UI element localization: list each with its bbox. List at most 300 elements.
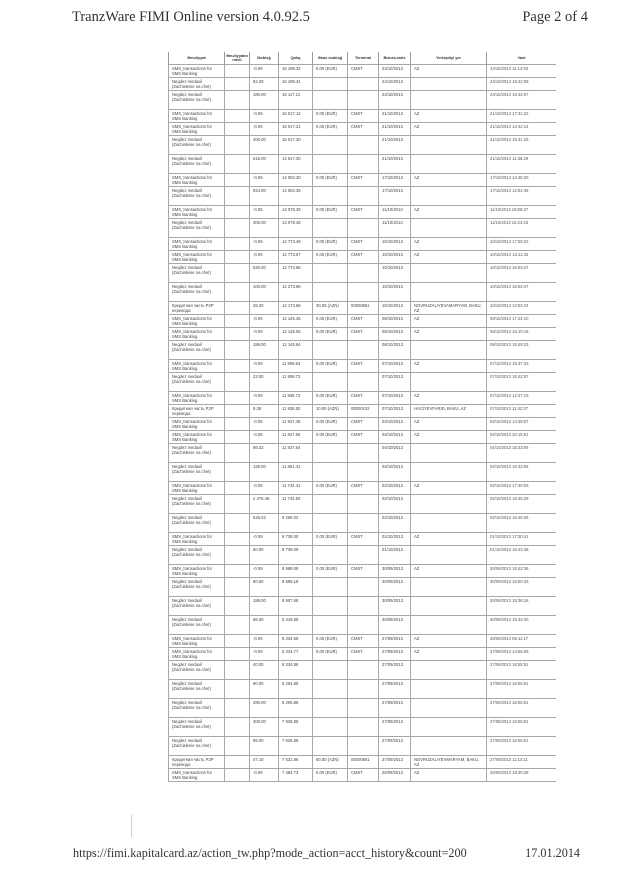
cell-operation-type: [225, 251, 250, 264]
cell-terminal: [348, 91, 379, 110]
cell-location: [411, 187, 487, 206]
cell-terminal: [348, 264, 379, 283]
cell-amount: 50.00: [250, 546, 279, 565]
cell-description: Кредитная часть P2P перевода: [169, 756, 225, 769]
cell-balance: 12 145.46: [279, 315, 313, 328]
cell-location: [411, 341, 487, 360]
cell-location: [411, 283, 487, 302]
cell-location: AZ: [411, 431, 487, 444]
cell-location: [411, 155, 487, 174]
cell-time: 28/09/2013 09:11:17: [487, 635, 557, 648]
cell-operation-type: [225, 78, 250, 91]
cell-time: 27/09/2013 11:14:11: [487, 756, 557, 769]
cell-terminal: [348, 155, 379, 174]
cell-amount: 23.00: [250, 373, 279, 392]
cell-business-date: 27/09/2013: [379, 680, 411, 699]
cell-time: 10/10/2013 13:11:33: [487, 251, 557, 264]
table-row: [169, 482, 557, 495]
table-row: [169, 392, 557, 405]
cell-operation-type: [225, 756, 250, 769]
cell-operation-type: [225, 597, 250, 616]
cell-operation-type: [225, 328, 250, 341]
cell-balance: 13 078.39: [279, 206, 313, 219]
cell-description: Negdez medaxil (Zachislenie na chet): [169, 187, 225, 206]
cell-base-amount: 0.00 (EUR): [313, 65, 348, 78]
table-row: [169, 206, 557, 219]
cell-balance: 12 773.48: [279, 238, 313, 251]
cell-amount: -0.06: [250, 431, 279, 444]
cell-description: SMS_transactions for SMS Banking: [169, 328, 225, 341]
cell-description: Negdez medaxil (Zachislenie na chet): [169, 718, 225, 737]
cell-base-amount: 0.00 (EUR): [313, 533, 348, 546]
cell-operation-type: [225, 238, 250, 251]
cell-location: [411, 463, 487, 482]
cell-description: SMS_transactions for SMS Banking: [169, 123, 225, 136]
cell-operation-type: [225, 616, 250, 635]
table-row: [169, 373, 557, 392]
cell-base-amount: [313, 78, 348, 91]
table-row: [169, 648, 557, 661]
cell-operation-type: [225, 533, 250, 546]
cell-operation-type: [225, 174, 250, 187]
cell-time: 30/09/2013 15:36:18: [487, 597, 557, 616]
cell-description: SMS_transactions for SMS Banking: [169, 418, 225, 431]
cell-terminal: CMST: [348, 769, 379, 782]
cell-balance: 15 017.21: [279, 123, 313, 136]
cell-time: 10/10/2013 17:50:22: [487, 238, 557, 251]
cell-description: SMS_transactions for SMS Banking: [169, 533, 225, 546]
cell-terminal: 00000102: [348, 405, 379, 418]
cell-business-date: 10/10/2013: [379, 302, 411, 315]
cell-description: SMS_transactions for SMS Banking: [169, 431, 225, 444]
table-row: [169, 110, 557, 123]
cell-description: Negdez medaxil (Zachislenie na chet): [169, 341, 225, 360]
cell-base-amount: [313, 546, 348, 565]
cell-business-date: 27/09/2013: [379, 699, 411, 718]
cell-business-date: 04/10/2013: [379, 431, 411, 444]
cell-time: 30/09/2013 18:42:36: [487, 565, 557, 578]
cell-operation-type: [225, 110, 250, 123]
cell-operation-type: [225, 65, 250, 78]
cell-description: SMS_transactions for SMS Banking: [169, 648, 225, 661]
cell-description: SMS_transactions for SMS Banking: [169, 769, 225, 782]
col-header-base-amount: Əsas məbləğ: [313, 52, 348, 65]
cell-balance: 8 334.86: [279, 661, 313, 680]
cell-description: Negdez medaxil (Zachislenie na chet): [169, 219, 225, 238]
table-row: [169, 328, 557, 341]
cell-time: 10/10/2013 15:53:47: [487, 283, 557, 302]
table-row: [169, 769, 557, 782]
cell-time: 27/09/2013 14:56:09: [487, 648, 557, 661]
cell-location: AZ: [411, 565, 487, 578]
cell-base-amount: 0.00 (EUR): [313, 315, 348, 328]
cell-balance: 7 626.86: [279, 737, 313, 756]
cell-amount: 520.00: [250, 264, 279, 283]
cell-location: [411, 699, 487, 718]
cell-description: Negdez medaxil (Zachislenie na chet): [169, 737, 225, 756]
cell-amount: 86.00: [250, 616, 279, 635]
col-header-business-date: Biznes-tarix: [379, 52, 411, 65]
table-row: [169, 680, 557, 699]
cell-business-date: 27/09/2013: [379, 635, 411, 648]
cell-terminal: [348, 187, 379, 206]
cell-balance: 15 199.32: [279, 65, 313, 78]
table-row: [169, 251, 557, 264]
cell-business-date: 11/10/2013: [379, 219, 411, 238]
cell-operation-type: [225, 635, 250, 648]
cell-description: SMS_transactions for SMS Banking: [169, 65, 225, 78]
cell-operation-type: [225, 680, 250, 699]
cell-amount: -0.06: [250, 418, 279, 431]
table-row: [169, 264, 557, 283]
cell-balance: 11 861.41: [279, 463, 313, 482]
cell-amount: -0.09: [250, 648, 279, 661]
cell-base-amount: [313, 718, 348, 737]
cell-amount: -0.09: [250, 533, 279, 546]
cell-business-date: 17/10/2013: [379, 174, 411, 187]
cell-balance: 12 773.57: [279, 251, 313, 264]
cell-time: 11/10/2013 16:24:23: [487, 219, 557, 238]
cell-description: SMS_transactions for SMS Banking: [169, 238, 225, 251]
cell-operation-type: [225, 546, 250, 565]
cell-base-amount: [313, 283, 348, 302]
cell-time: 07/10/2013 16:42:57: [487, 373, 557, 392]
cell-description: Negdez medaxil (Zachislenie na chet): [169, 155, 225, 174]
cell-amount: 47.10: [250, 756, 279, 769]
cell-operation-type: [225, 302, 250, 315]
cell-base-amount: 30.00 (AZN): [313, 302, 348, 315]
cell-balance: 8 739.09: [279, 546, 313, 565]
table-row: [169, 514, 557, 533]
cell-business-date: 04/10/2013: [379, 463, 411, 482]
cell-business-date: 26/09/2013: [379, 769, 411, 782]
cell-time: 02/10/2013 17:30:03: [487, 482, 557, 495]
cell-base-amount: 0.00 (EUR): [313, 328, 348, 341]
cell-amount: -0.09: [250, 174, 279, 187]
cell-balance: 12 145.55: [279, 328, 313, 341]
cell-base-amount: 0.00 (EUR): [313, 251, 348, 264]
cell-time: 07/10/2013 12:47:19: [487, 392, 557, 405]
cell-amount: 400.00: [250, 136, 279, 155]
cell-terminal: CMST: [348, 482, 379, 495]
cell-operation-type: [225, 699, 250, 718]
cell-business-date: 01/10/2013: [379, 533, 411, 546]
cell-base-amount: 0.00 (EUR): [313, 206, 348, 219]
cell-time: 11/10/2013 19:06:27: [487, 206, 557, 219]
cell-description: Negdez medaxil (Zachislenie na chet): [169, 597, 225, 616]
cell-terminal: [348, 373, 379, 392]
cell-amount: 80.50: [250, 578, 279, 597]
cell-terminal: CMST: [348, 648, 379, 661]
cell-time: 21/10/2013 14:42:14: [487, 123, 557, 136]
cell-location: AZ: [411, 533, 487, 546]
cell-balance: 8 334.77: [279, 648, 313, 661]
table-row: [169, 737, 557, 756]
cell-amount: -0.09: [250, 360, 279, 373]
cell-business-date: 27/09/2013: [379, 648, 411, 661]
cell-terminal: CMST: [348, 533, 379, 546]
cell-business-date: 10/10/2013: [379, 264, 411, 283]
cell-balance: 14 002.30: [279, 174, 313, 187]
col-header-operation-type: Əməliyyatın növü: [225, 52, 250, 65]
page-number: Page 2 of 4: [522, 9, 588, 25]
cell-location: AZ: [411, 174, 487, 187]
cell-base-amount: [313, 136, 348, 155]
cell-base-amount: 0.00 (EUR): [313, 635, 348, 648]
cell-location: HACIYEVFARID, BAKU, AZ: [411, 405, 487, 418]
transaction-table-wrapper: [168, 52, 556, 794]
cell-business-date: 02/10/2013: [379, 514, 411, 533]
cell-time: 27/09/2013 16:55:51: [487, 661, 557, 680]
table-row: [169, 315, 557, 328]
cell-business-date: 27/09/2013: [379, 718, 411, 737]
cell-balance: 8 689.09: [279, 565, 313, 578]
cell-business-date: 04/10/2013: [379, 444, 411, 463]
cell-time: 07/10/2013 15:37:33: [487, 360, 557, 373]
cell-base-amount: [313, 155, 348, 174]
cell-time: 30/09/2013 15:33:40: [487, 616, 557, 635]
cell-amount: 82.29: [250, 78, 279, 91]
table-row: [169, 174, 557, 187]
cell-terminal: CMST: [348, 360, 379, 373]
cell-base-amount: 0.00 (EUR): [313, 110, 348, 123]
col-header-balance: Qalıq: [279, 52, 313, 65]
table-row: [169, 283, 557, 302]
cell-description: Negdez medaxil (Zachislenie na chet): [169, 578, 225, 597]
cell-business-date: 24/10/2013: [379, 78, 411, 91]
cell-business-date: 02/10/2013: [379, 495, 411, 514]
cell-location: AZ: [411, 206, 487, 219]
cell-base-amount: 50.00 (AZN): [313, 756, 348, 769]
cell-base-amount: [313, 680, 348, 699]
table-row: [169, 418, 557, 431]
cell-location: [411, 444, 487, 463]
cell-terminal: CMST: [348, 206, 379, 219]
cell-terminal: [348, 514, 379, 533]
cell-description: Negdez medaxil (Zachislenie na chet): [169, 283, 225, 302]
cell-operation-type: [225, 431, 250, 444]
cell-time: 27/09/2013 16:55:51: [487, 680, 557, 699]
cell-base-amount: [313, 737, 348, 756]
cell-terminal: [348, 495, 379, 514]
table-body: [169, 65, 557, 782]
col-header-terminal: Terminal: [348, 52, 379, 65]
cell-balance: 14 617.30: [279, 155, 313, 174]
cell-business-date: 24/10/2013: [379, 65, 411, 78]
table-row: [169, 546, 557, 565]
cell-balance: 11 742.41: [279, 482, 313, 495]
cell-amount: -0.05: [250, 206, 279, 219]
cell-balance: 8 739.00: [279, 533, 313, 546]
cell-base-amount: [313, 597, 348, 616]
cell-time: 24/10/2013 11:14:53: [487, 65, 557, 78]
cell-location: [411, 373, 487, 392]
cell-location: [411, 680, 487, 699]
cell-balance: 8 294.86: [279, 680, 313, 699]
cell-balance: 11 936.73: [279, 392, 313, 405]
cell-time: 26/09/2013 18:20:28: [487, 769, 557, 782]
cell-amount: 40.00: [250, 661, 279, 680]
cell-operation-type: [225, 463, 250, 482]
cell-operation-type: [225, 136, 250, 155]
cell-location: AZ: [411, 418, 487, 431]
cell-amount: -0.09: [250, 238, 279, 251]
cell-terminal: CMST: [348, 392, 379, 405]
cell-operation-type: [225, 155, 250, 174]
table-row: [169, 219, 557, 238]
table-row: [169, 136, 557, 155]
cell-base-amount: 0.00 (EUR): [313, 769, 348, 782]
cell-time: 21/10/2013 17:31:22: [487, 110, 557, 123]
cell-terminal: 00000661: [348, 302, 379, 315]
cell-description: Negdez medaxil (Zachislenie na chet): [169, 373, 225, 392]
cell-balance: 7 531.86: [279, 756, 313, 769]
cell-amount: 305.00: [250, 219, 279, 238]
cell-description: SMS_transactions for SMS Banking: [169, 315, 225, 328]
cell-terminal: [348, 616, 379, 635]
cell-business-date: 27/09/2013: [379, 737, 411, 756]
cell-terminal: [348, 444, 379, 463]
cell-base-amount: [313, 187, 348, 206]
cell-terminal: [348, 136, 379, 155]
cell-location: AZ: [411, 360, 487, 373]
cell-operation-type: [225, 648, 250, 661]
cell-terminal: 00000661: [348, 756, 379, 769]
cell-amount: -0.09: [250, 65, 279, 78]
cell-description: Negdez medaxil (Zachislenie na chet): [169, 514, 225, 533]
cell-time: 04/10/2013 16:33:06: [487, 444, 557, 463]
cell-time: 02/10/2013 15:45:29: [487, 495, 557, 514]
cell-terminal: [348, 78, 379, 91]
transaction-history-table: [168, 52, 556, 782]
cell-location: AZ: [411, 315, 487, 328]
cell-operation-type: [225, 482, 250, 495]
cell-balance: 8 206.86: [279, 699, 313, 718]
table-row: [169, 565, 557, 578]
table-row: [169, 444, 557, 463]
cell-location: [411, 91, 487, 110]
cell-amount: 128.00: [250, 463, 279, 482]
cell-description: SMS_transactions for SMS Banking: [169, 360, 225, 373]
table-row: [169, 65, 557, 78]
cell-description: Negdez medaxil (Zachislenie na chet): [169, 463, 225, 482]
cell-business-date: 27/09/2013: [379, 661, 411, 680]
cell-business-date: 30/09/2013: [379, 565, 411, 578]
cell-balance: 8 689.18: [279, 578, 313, 597]
cell-operation-type: [225, 187, 250, 206]
col-header-amount: Məbləğ: [250, 52, 279, 65]
cell-description: Negdez medaxil (Zachislenie na chet): [169, 136, 225, 155]
cell-amount: 300.00: [250, 718, 279, 737]
cell-business-date: 30/09/2013: [379, 616, 411, 635]
cell-balance: 11 742.50: [279, 495, 313, 514]
table-row: [169, 360, 557, 373]
cell-base-amount: 0.00 (EUR): [313, 482, 348, 495]
cell-time: 27/09/2013 16:55:51: [487, 737, 557, 756]
cell-amount: -0.09: [250, 482, 279, 495]
cell-location: [411, 136, 487, 155]
cell-base-amount: 0.00 (EUR): [313, 648, 348, 661]
cell-description: Negdez medaxil (Zachislenie na chet): [169, 78, 225, 91]
cell-description: Negdez medaxil (Zachislenie na chet): [169, 444, 225, 463]
cell-terminal: [348, 341, 379, 360]
cell-business-date: 11/10/2013: [379, 206, 411, 219]
cell-time: 04/10/2013 20:15:51: [487, 431, 557, 444]
cell-terminal: CMST: [348, 635, 379, 648]
page-header: [0, 0, 632, 36]
cell-location: AZ: [411, 482, 487, 495]
print-date: 17.01.2014: [525, 846, 580, 860]
cell-balance: 12 173.66: [279, 302, 313, 315]
cell-location: AZ: [411, 251, 487, 264]
cell-time: 10/10/2013 15:53:47: [487, 264, 557, 283]
cell-amount: 86.23: [250, 444, 279, 463]
cell-description: Кредитная часть P2P перевода: [169, 405, 225, 418]
cell-description: Negdez medaxil (Zachislenie na chet): [169, 616, 225, 635]
cell-amount: 188.00: [250, 597, 279, 616]
cell-location: [411, 219, 487, 238]
cell-terminal: [348, 737, 379, 756]
cell-time: 30/09/2013 16:50:43: [487, 578, 557, 597]
cell-terminal: [348, 699, 379, 718]
cell-business-date: 07/10/2013: [379, 405, 411, 418]
cell-location: [411, 597, 487, 616]
cell-amount: -0.09: [250, 769, 279, 782]
table-row: [169, 302, 557, 315]
cell-time: 24/10/2013 16:42:08: [487, 78, 557, 91]
cell-location: AZ: [411, 328, 487, 341]
cell-base-amount: 0.00 (EUR): [313, 174, 348, 187]
table-row: [169, 495, 557, 514]
cell-operation-type: [225, 373, 250, 392]
table-row: [169, 718, 557, 737]
cell-balance: 15 017.30: [279, 136, 313, 155]
table-row: [169, 463, 557, 482]
cell-location: [411, 264, 487, 283]
cell-location: NOVRUZALIYEVMARYAM, BAKU, AZ: [411, 756, 487, 769]
cell-operation-type: [225, 360, 250, 373]
cell-business-date: 08/10/2013: [379, 341, 411, 360]
table-row: [169, 91, 557, 110]
cell-operation-type: [225, 578, 250, 597]
cell-description: Negdez medaxil (Zachislenie na chet): [169, 495, 225, 514]
cell-balance: 11 936.82: [279, 405, 313, 418]
cell-terminal: CMST: [348, 110, 379, 123]
cell-location: [411, 661, 487, 680]
cell-time: 04/10/2013 14:39:07: [487, 418, 557, 431]
cell-base-amount: [313, 444, 348, 463]
cell-balance: 9 266.02: [279, 514, 313, 533]
cell-time: 08/10/2013 15:49:23: [487, 341, 557, 360]
cell-base-amount: 0.00 (EUR): [313, 431, 348, 444]
cell-location: [411, 514, 487, 533]
cell-terminal: [348, 283, 379, 302]
cell-business-date: 07/10/2013: [379, 360, 411, 373]
cell-business-date: 07/10/2013: [379, 392, 411, 405]
cell-amount: 186.00: [250, 341, 279, 360]
cell-base-amount: [313, 495, 348, 514]
cell-location: AZ: [411, 769, 487, 782]
cell-operation-type: [225, 91, 250, 110]
table-row: [169, 405, 557, 418]
cell-business-date: 08/10/2013: [379, 328, 411, 341]
cell-base-amount: 0.00 (EUR): [313, 392, 348, 405]
cell-amount: -0.09: [250, 123, 279, 136]
cell-time: 21/10/2013 11:36:29: [487, 155, 557, 174]
cell-business-date: 30/09/2013: [379, 597, 411, 616]
cell-terminal: CMST: [348, 565, 379, 578]
cell-base-amount: [313, 661, 348, 680]
